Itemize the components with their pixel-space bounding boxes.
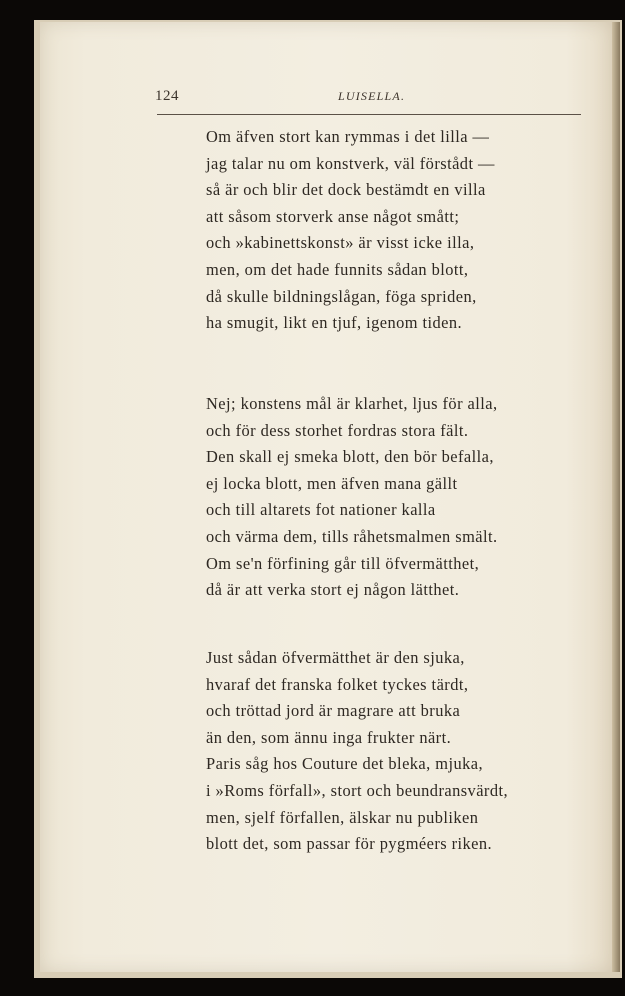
- poem-line: Den skall ej smeka blott, den bör befalla,: [206, 447, 494, 467]
- poem-line: då är att verka stort ej någon lätthet.: [206, 580, 460, 600]
- poem-line: ej locka blott, men äfven mana gällt: [206, 473, 458, 493]
- poem-line: blott det, som passar för pygméers riken.: [206, 834, 493, 854]
- header-rule: [157, 114, 581, 115]
- poem-line: och till altarets fot nationer kalla: [206, 500, 436, 520]
- poem-line: och värma dem, tills råhetsmalmen smält.: [206, 526, 498, 546]
- poem-line: och »kabinettskonst» är visst icke illa,: [206, 233, 475, 253]
- poem-line: men, om det hade funnits sådan blott,: [206, 259, 469, 279]
- poem-line: att såsom storverk anse något smått;: [206, 206, 460, 226]
- stanza-2: [206, 391, 586, 604]
- poem-line: men, sjelf förfallen, älskar nu publiken: [206, 807, 479, 827]
- poem-line: då skulle bildningslågan, föga spriden,: [206, 286, 477, 306]
- running-title: LUISELLA.: [338, 89, 406, 103]
- poem-line: Paris såg hos Couture det bleka, mjuka,: [206, 754, 484, 774]
- poem-line: hvaraf det franska folket tyckes tärdt,: [206, 674, 469, 694]
- page-right-edge: [612, 22, 620, 972]
- poem-line: ha smugit, likt en tjuf, igenom tiden.: [206, 313, 463, 333]
- poem-line: Om se'n förfining går till öfvermätthet,: [206, 553, 480, 573]
- poem-line: och för dess storhet fordras stora fält.: [206, 420, 469, 440]
- poem-line: jag talar nu om konstverk, väl förstådt —: [206, 153, 495, 173]
- stanza-1: [206, 124, 586, 337]
- poem-line: så är och blir det dock bestämdt en villa: [206, 180, 486, 200]
- poem-line: i »Roms förfall», stort och beundransvärdt,: [206, 780, 509, 800]
- poem-line: Just sådan öfvermätthet är den sjuka,: [206, 648, 465, 667]
- page-number: 124: [155, 88, 179, 104]
- stanza-3: [206, 645, 586, 858]
- poem-line: Om äfven stort kan rymmas i det lilla —: [206, 127, 490, 146]
- poem-line: och tröttad jord är magrare att bruka: [206, 701, 461, 721]
- poem-line: Nej; konstens mål är klarhet, ljus för alla,: [206, 394, 498, 413]
- poem-line: än den, som ännu inga frukter närt.: [206, 727, 452, 747]
